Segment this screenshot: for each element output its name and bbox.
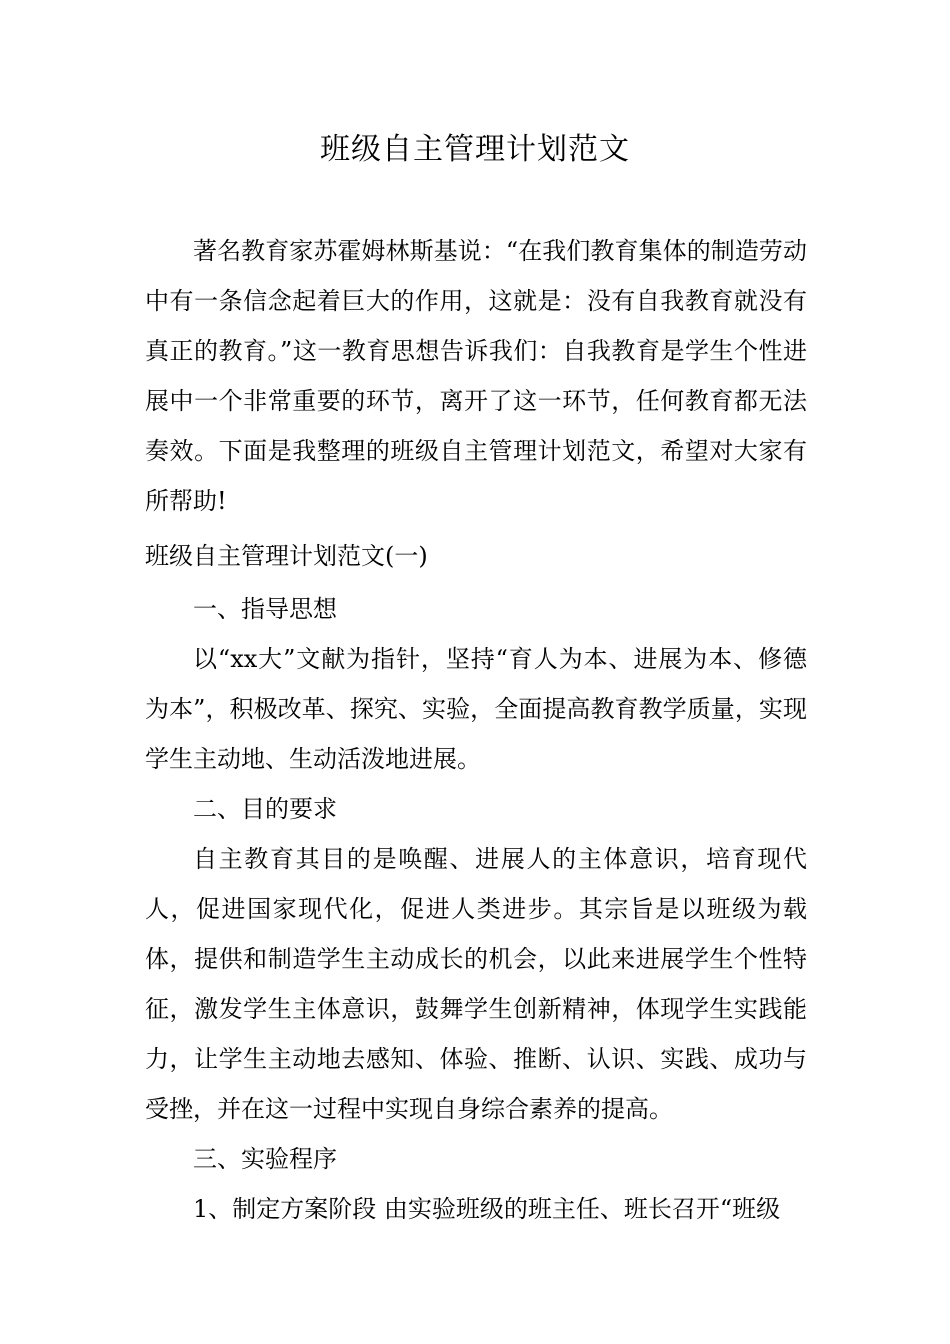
heading-guiding-thought: 一、指导思想 [193,595,337,623]
heading-procedure: 三、实验程序 [193,1145,337,1173]
intro-paragraph: 著名教育家苏霍姆林斯基说：“在我们教育集体的制造劳动中有一条信念起着巨大的作用，这就是：没有自我教育就没有真正的教育。”这一教育思想告诉我们：自我教育是学生个性进展中一个非常重要的环节，离开了这一环节，任何教育都无法奏效。下面是我整理的班级自主管理计划范文，希望对大家有所帮助! [145,237,807,515]
heading-goals: 二、目的要求 [193,795,337,823]
paragraph-goals: 自主教育其目的是唤醒、进展人的主体意识，培育现代人，促进国家现代化，促进人类进步。其宗旨是以班级为载体，提供和制造学生主动成长的机会，以此来进展学生个性特征，激发学生主体意识，鼓舞学生创新精神，体现学生实践能力，让学生主动地去感知、体验、推断、认识、实践、成功与受挫，并在这一过程中实现自身综合素养的提高。 [145,845,807,1123]
paragraph-guiding-thought: 以“xx大”文献为指针，坚持“育人为本、进展为本、修德为本”，积极改革、探究、实验，全面提高教育教学质量，实现学生主动地、生动活泼地进展。 [145,645,807,773]
document-body [145,226,807,1234]
section-title: 班级自主管理计划范文(一) [145,542,428,570]
paragraph-procedure: 1、制定方案阶段 由实验班级的班主任、班长召开“班级 [193,1195,781,1223]
document-title: 班级自主管理计划范文 [320,132,630,167]
